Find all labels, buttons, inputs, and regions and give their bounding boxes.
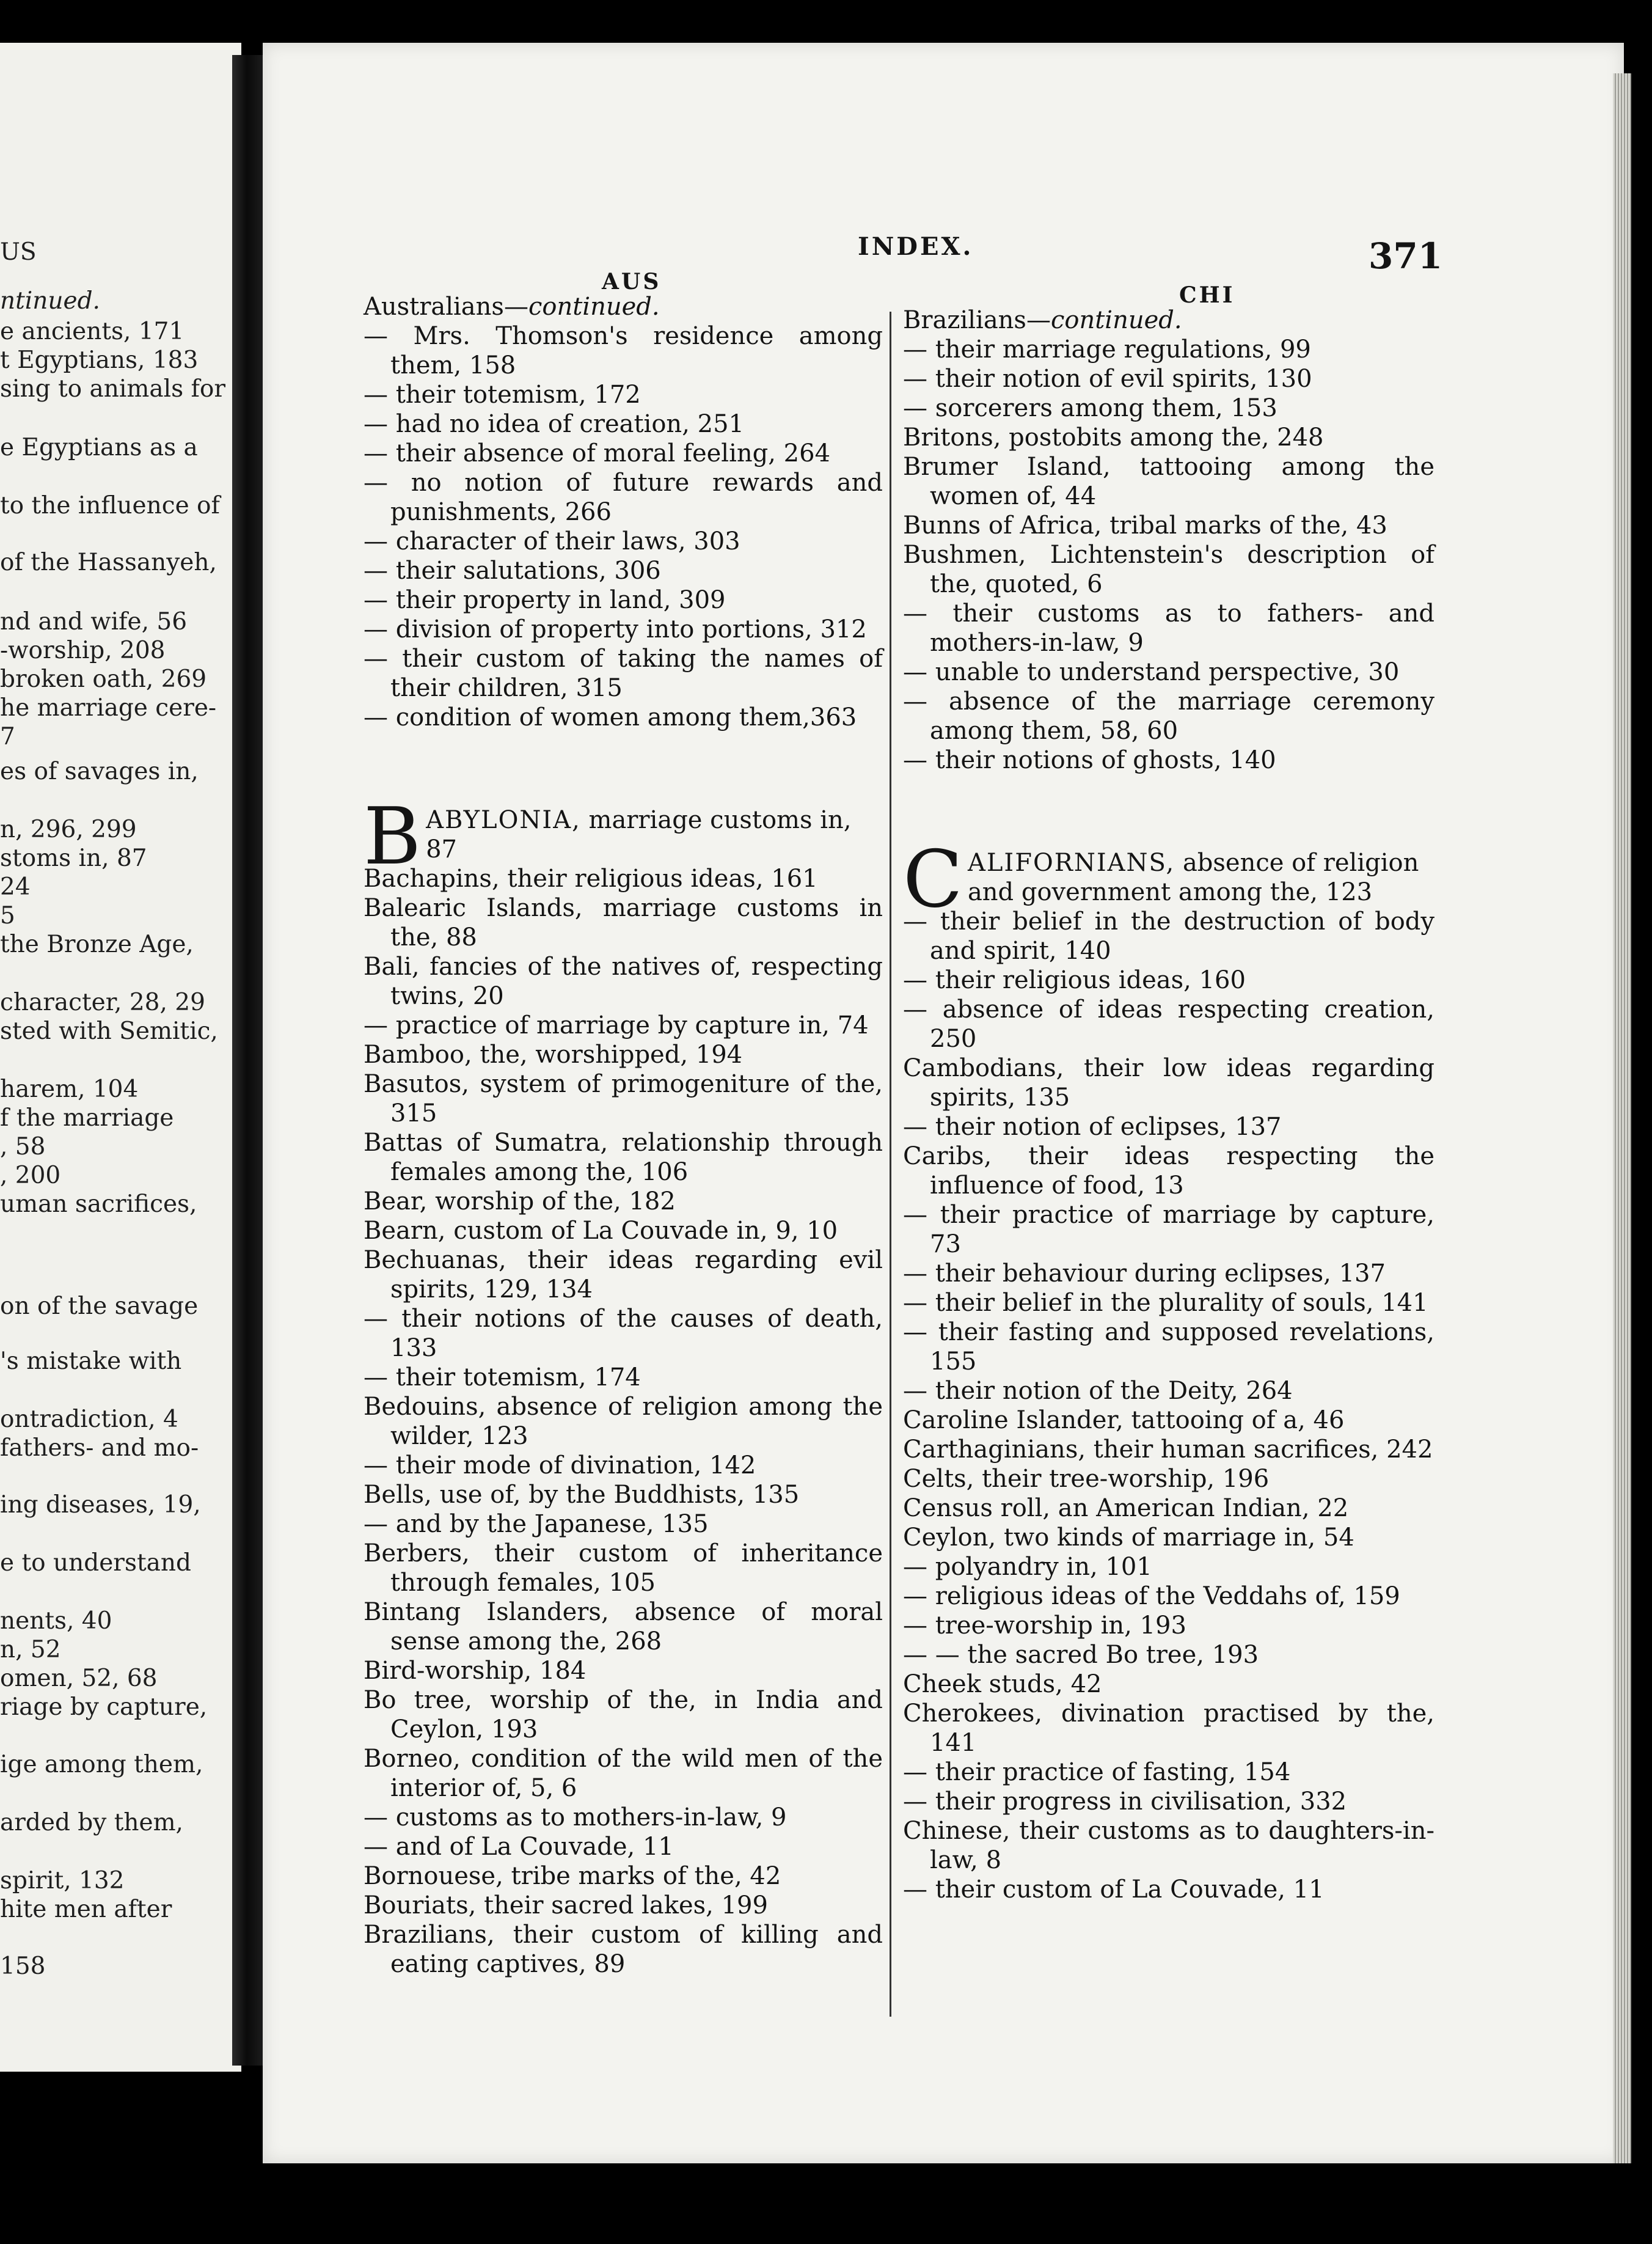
index-entry-text: Brumer Island, tattooing among the women of, 44 bbox=[903, 453, 1435, 510]
index-entry-text: — their notion of evil spirits, 130 bbox=[903, 365, 1312, 393]
index-entry bbox=[903, 1582, 1435, 1611]
index-entry bbox=[903, 746, 1435, 775]
index-entry bbox=[903, 658, 1435, 687]
index-entry bbox=[903, 452, 1435, 511]
index-entry-text: Bachapins, their religious ideas, 161 bbox=[364, 865, 818, 893]
index-entry-text: — no notion of future rewards and punishments, 266 bbox=[364, 469, 883, 526]
index-entry bbox=[903, 1288, 1435, 1318]
left-page-fragment: of the Hassanyeh, bbox=[0, 549, 217, 576]
index-entry-text: — customs as to mothers-in-law, 9 bbox=[364, 1803, 787, 1832]
index-entry-text: Bunns of Africa, tribal marks of the, 43 bbox=[903, 512, 1387, 540]
left-page-fragment: the Bronze Age, bbox=[0, 931, 194, 958]
index-entry-text: — their customs as to fathers- and mothers-in-law, 9 bbox=[903, 600, 1435, 657]
index-entry bbox=[903, 834, 1435, 925]
index-entry-text: — their fasting and supposed revelations, 155 bbox=[903, 1318, 1435, 1376]
index-entry bbox=[364, 1363, 883, 1392]
left-page-fragment: nents, 40 bbox=[0, 1607, 112, 1635]
left-page-fragment: hite men after bbox=[0, 1896, 172, 1923]
index-entry bbox=[364, 1011, 883, 1040]
left-page-fragment: , 200 bbox=[0, 1162, 61, 1189]
index-entry-text: — religious ideas of the Veddahs of, 159 bbox=[903, 1582, 1400, 1610]
index-entry bbox=[364, 439, 883, 468]
index-entry-text: Bintang Islanders, absence of moral sense among the, 268 bbox=[364, 1598, 883, 1656]
index-entry-text: Cherokees, divination practised by the, 141 bbox=[903, 1700, 1435, 1757]
index-entry-text: Australians—continued. bbox=[364, 293, 660, 321]
index-entry bbox=[903, 394, 1435, 423]
index-entry-text: Berbers, their custom of inheritance through females, 105 bbox=[364, 1539, 883, 1597]
index-entry-text: — their notion of eclipses, 137 bbox=[903, 1113, 1282, 1141]
section-c-rest: absence of religion and government among the, 123 bbox=[967, 849, 1419, 906]
index-entry-text: Bouriats, their sacred lakes, 199 bbox=[364, 1891, 768, 1920]
index-entry bbox=[364, 615, 883, 644]
index-entry-text: — their notions of the causes of death, 133 bbox=[364, 1305, 883, 1362]
index-entry bbox=[364, 380, 883, 409]
left-page-fragment: arded by them, bbox=[0, 1809, 183, 1836]
index-entry-text: — their salutations, 306 bbox=[364, 557, 661, 585]
index-entry bbox=[903, 1787, 1435, 1816]
index-entry bbox=[903, 1054, 1435, 1112]
index-entry-text: Ceylon, two kinds of marriage in, 54 bbox=[903, 1524, 1354, 1552]
index-entry-text: Celts, their tree-worship, 196 bbox=[903, 1465, 1270, 1493]
index-entry bbox=[903, 1875, 1435, 1904]
running-head: INDEX. bbox=[858, 232, 974, 261]
left-page-fragment: t Egyptians, 183 bbox=[0, 346, 199, 374]
index-entry bbox=[364, 864, 883, 893]
index-entry bbox=[364, 644, 883, 703]
index-entry-text: — their belief in the destruction of body and spirit, 140 bbox=[903, 908, 1435, 965]
index-entry bbox=[903, 1200, 1435, 1259]
index-entry bbox=[903, 423, 1435, 452]
index-entry bbox=[364, 1245, 883, 1304]
index-entry-text: Bornouese, tribe marks of the, 42 bbox=[364, 1862, 781, 1890]
left-page-fragment: n, 52 bbox=[0, 1636, 61, 1663]
index-entry bbox=[364, 1480, 883, 1509]
index-entry-text: — their practice of fasting, 154 bbox=[903, 1758, 1291, 1786]
index-entry bbox=[903, 364, 1435, 394]
index-entry bbox=[903, 907, 1435, 966]
index-entry bbox=[364, 1128, 883, 1187]
left-page-fragment: ntinued. bbox=[0, 287, 100, 315]
index-entry bbox=[364, 1392, 883, 1451]
index-entry bbox=[364, 1187, 883, 1216]
index-entry-text: Battas of Sumatra, relationship through females among the, 106 bbox=[364, 1129, 883, 1186]
index-entry-text: — absence of ideas respecting creation, 250 bbox=[903, 996, 1435, 1053]
index-entry bbox=[364, 292, 883, 321]
index-entry-text: Cheek studs, 42 bbox=[903, 1670, 1102, 1698]
index-column-left bbox=[364, 292, 883, 1979]
left-page-fragment: he marriage cere- bbox=[0, 694, 217, 722]
index-entry-text: — — the sacred Bo tree, 193 bbox=[903, 1641, 1259, 1669]
index-entry-text: Britons, postobits among the, 248 bbox=[903, 424, 1324, 452]
left-page-fragment: uman sacrifices, bbox=[0, 1190, 197, 1218]
index-entry bbox=[903, 687, 1435, 746]
index-entry bbox=[364, 1832, 883, 1861]
index-entry-text: — their property in land, 309 bbox=[364, 586, 726, 614]
index-entry bbox=[364, 1304, 883, 1363]
index-entry bbox=[364, 527, 883, 556]
left-page-fragment: e to understand bbox=[0, 1549, 191, 1577]
index-entry bbox=[903, 1611, 1435, 1640]
column-rule bbox=[890, 312, 891, 2017]
index-entry-text: Brazilians—continued. bbox=[903, 306, 1182, 334]
left-page-fragment: to the influence of bbox=[0, 492, 220, 519]
index-entry bbox=[903, 335, 1435, 364]
left-page-fragment: 's mistake with bbox=[0, 1348, 182, 1375]
left-page-fragment: ing diseases, 19, bbox=[0, 1491, 201, 1519]
index-entry bbox=[903, 1758, 1435, 1787]
index-entry-text: Census roll, an American Indian, 22 bbox=[903, 1494, 1349, 1522]
left-page-fragment: ontradiction, 4 bbox=[0, 1406, 178, 1433]
section-c bbox=[903, 834, 1435, 1904]
index-entry-text: Brazilians, their custom of killing and eating captives, 89 bbox=[364, 1921, 883, 1978]
index-entry-text: Cambodians, their low ideas regarding spirits, 135 bbox=[903, 1054, 1435, 1112]
index-entry bbox=[364, 321, 883, 380]
left-page-fragment: ige among them, bbox=[0, 1751, 203, 1778]
page-edges bbox=[1613, 73, 1631, 2163]
index-entry-text: Basutos, system of primogeniture of the, 315 bbox=[364, 1070, 883, 1128]
index-entry-text: — sorcerers among them, 153 bbox=[903, 394, 1277, 422]
left-page-fragment: 24 bbox=[0, 873, 31, 901]
index-entry-text: Caroline Islander, tattooing of a, 46 bbox=[903, 1406, 1345, 1434]
index-entry bbox=[903, 1406, 1435, 1435]
index-entry-text: Bear, worship of the, 182 bbox=[364, 1187, 676, 1216]
index-entry bbox=[903, 1259, 1435, 1288]
left-page-fragment: on of the savage bbox=[0, 1292, 199, 1320]
index-entry bbox=[364, 1509, 883, 1539]
index-entry bbox=[903, 995, 1435, 1054]
index-entry-text: — their custom of La Couvade, 11 bbox=[903, 1876, 1325, 1904]
page-number: 371 bbox=[1369, 235, 1443, 277]
index-entry-text: — practice of marriage by capture in, 74 bbox=[364, 1011, 869, 1040]
index-entry bbox=[364, 1685, 883, 1744]
left-page-fragment: omen, 52, 68 bbox=[0, 1665, 158, 1692]
index-entry bbox=[364, 1891, 883, 1920]
index-entry bbox=[364, 1216, 883, 1245]
index-entry bbox=[364, 1861, 883, 1891]
left-page-fragment: 5 bbox=[0, 902, 15, 930]
left-page-fragment: nd and wife, 56 bbox=[0, 608, 188, 636]
left-page-fragment: , 58 bbox=[0, 1133, 46, 1160]
index-entry bbox=[903, 1816, 1435, 1875]
index-entry-text: Bechuanas, their ideas regarding evil spirits, 129, 134 bbox=[364, 1246, 883, 1304]
index-entry bbox=[364, 409, 883, 439]
section-b-rest: marriage customs in, 87 bbox=[426, 806, 852, 864]
index-entry-text: — division of property into portions, 312 bbox=[364, 615, 867, 644]
index-entry-text: — their totemism, 174 bbox=[364, 1363, 641, 1392]
left-page-fragment: US bbox=[0, 238, 37, 266]
facing-left-page bbox=[0, 43, 241, 2072]
left-page-fragment: harem, 104 bbox=[0, 1076, 139, 1103]
index-entry bbox=[364, 1069, 883, 1128]
index-entry bbox=[364, 952, 883, 1011]
index-entry bbox=[903, 1318, 1435, 1376]
left-page-fragment: es of savages in, bbox=[0, 758, 199, 785]
index-entry-text: — character of their laws, 303 bbox=[364, 527, 740, 556]
index-entry-text: Bearn, custom of La Couvade in, 9, 10 bbox=[364, 1217, 838, 1245]
column-head-left: AUS bbox=[602, 269, 662, 295]
index-entry-text: Bamboo, the, worshipped, 194 bbox=[364, 1041, 743, 1069]
index-entry bbox=[903, 1640, 1435, 1670]
index-entry bbox=[364, 1803, 883, 1832]
index-entry-text: Bells, use of, by the Buddhists, 135 bbox=[364, 1481, 800, 1509]
index-entry-text: Bird-worship, 184 bbox=[364, 1657, 587, 1685]
left-page-fragment: fathers- and mo- bbox=[0, 1434, 199, 1462]
left-page-fragment: broken oath, 269 bbox=[0, 666, 207, 693]
index-entry-text: — their notion of the Deity, 264 bbox=[903, 1377, 1293, 1405]
index-entry-text: — Mrs. Thomson's residence among them, 158 bbox=[364, 322, 883, 380]
index-entry bbox=[903, 306, 1435, 335]
index-entry-text: Caribs, their ideas respecting the influence of food, 13 bbox=[903, 1142, 1435, 1200]
index-entry-text: — their notions of ghosts, 140 bbox=[903, 746, 1276, 774]
index-entry-text: Borneo, condition of the wild men of the interior of, 5, 6 bbox=[364, 1745, 883, 1802]
left-page-fragment: 7 bbox=[0, 723, 15, 750]
index-entry-text: — polyandry in, 101 bbox=[903, 1553, 1152, 1581]
index-entry-text: — absence of the marriage ceremony among them, 58, 60 bbox=[903, 688, 1435, 745]
left-page-fragment: sted with Semitic, bbox=[0, 1018, 218, 1045]
column-head-right: CHI bbox=[1179, 282, 1235, 308]
index-entry-text: — their custom of taking the names of their children, 315 bbox=[364, 645, 883, 702]
index-entry-text: — their belief in the plurality of souls, 141 bbox=[903, 1289, 1428, 1317]
index-entry bbox=[364, 1744, 883, 1803]
index-entry bbox=[364, 556, 883, 585]
index-entry bbox=[364, 703, 883, 732]
index-entry-text: — their religious ideas, 160 bbox=[903, 966, 1246, 994]
index-entry-text: — their absence of moral feeling, 264 bbox=[364, 439, 831, 468]
section-b bbox=[364, 791, 883, 1979]
index-entry bbox=[364, 1451, 883, 1480]
left-page-fragment: character, 28, 29 bbox=[0, 989, 205, 1016]
index-entry bbox=[364, 1539, 883, 1597]
index-entry bbox=[903, 1142, 1435, 1200]
left-page-fragment: f the marriage bbox=[0, 1104, 174, 1132]
index-entry-text: — their progress in civilisation, 332 bbox=[903, 1788, 1347, 1816]
index-entry bbox=[364, 585, 883, 615]
index-entry bbox=[903, 1376, 1435, 1406]
index-entry bbox=[364, 1656, 883, 1685]
index-entry-text: — their totemism, 172 bbox=[364, 381, 641, 409]
left-page-fragment: n, 296, 299 bbox=[0, 816, 137, 843]
index-entry bbox=[903, 1494, 1435, 1523]
section-c-lead: ALIFORNIANS, bbox=[967, 849, 1175, 877]
index-entry bbox=[903, 599, 1435, 658]
index-column-right bbox=[903, 306, 1435, 1904]
index-entry-text: — their practice of marriage by capture, 73 bbox=[903, 1201, 1435, 1258]
index-entry bbox=[903, 1552, 1435, 1582]
dropcap-c: C bbox=[903, 834, 963, 925]
left-page-fragment: riage by capture, bbox=[0, 1693, 208, 1721]
index-entry-text: Bali, fancies of the natives of, respecting twins, 20 bbox=[364, 953, 883, 1010]
left-page-fragment: e ancients, 171 bbox=[0, 318, 185, 345]
index-entry-text: — and by the Japanese, 135 bbox=[364, 1510, 709, 1538]
index-entry-text: — their behaviour during eclipses, 137 bbox=[903, 1260, 1386, 1288]
index-entry-text: — condition of women among them,363 bbox=[364, 703, 857, 732]
index-entry bbox=[364, 1920, 883, 1979]
index-entry-text: Bo tree, worship of the, in India and Ceylon, 193 bbox=[364, 1686, 883, 1744]
index-entry-text: — their mode of divination, 142 bbox=[364, 1451, 756, 1480]
dropcap-b: B bbox=[364, 791, 422, 882]
left-page-fragment: 158 bbox=[0, 1953, 46, 1980]
index-entry bbox=[364, 468, 883, 527]
index-entry bbox=[903, 1699, 1435, 1758]
index-entry bbox=[903, 1435, 1435, 1464]
left-page-fragment: stoms in, 87 bbox=[0, 845, 147, 872]
index-entry-text: Bushmen, Lichtenstein's description of the, quoted, 6 bbox=[903, 541, 1435, 598]
index-entry bbox=[903, 511, 1435, 540]
index-entry bbox=[903, 966, 1435, 995]
index-entry bbox=[903, 1112, 1435, 1142]
index-entry-text: Balearic Islands, marriage customs in the, 88 bbox=[364, 894, 883, 952]
index-entry-text: — tree-worship in, 193 bbox=[903, 1612, 1186, 1640]
index-entry bbox=[364, 1040, 883, 1069]
index-entry bbox=[903, 1523, 1435, 1552]
index-entry bbox=[903, 1670, 1435, 1699]
index-entry-text: — and of La Couvade, 11 bbox=[364, 1833, 674, 1861]
left-page-fragment: -worship, 208 bbox=[0, 637, 166, 664]
index-entry bbox=[903, 540, 1435, 599]
index-entry bbox=[364, 1597, 883, 1656]
index-entry-text: — their marriage regulations, 99 bbox=[903, 336, 1311, 364]
index-entry-text: Carthaginians, their human sacrifices, 242 bbox=[903, 1436, 1433, 1464]
section-b-lead: ABYLONIA, bbox=[426, 806, 581, 834]
index-entry-text: Bedouins, absence of religion among the wilder, 123 bbox=[364, 1393, 883, 1450]
left-page-fragment: sing to animals for bbox=[0, 375, 226, 403]
index-entry-text: — had no idea of creation, 251 bbox=[364, 410, 744, 438]
left-page-fragment: e Egyptians as a bbox=[0, 434, 198, 461]
index-entry-text: — unable to understand perspective, 30 bbox=[903, 658, 1400, 686]
index-entry bbox=[364, 893, 883, 952]
index-entry-text: Chinese, their customs as to daughters-in-law, 8 bbox=[903, 1817, 1435, 1874]
left-page-fragment: spirit, 132 bbox=[0, 1867, 125, 1894]
index-entry bbox=[903, 1464, 1435, 1494]
